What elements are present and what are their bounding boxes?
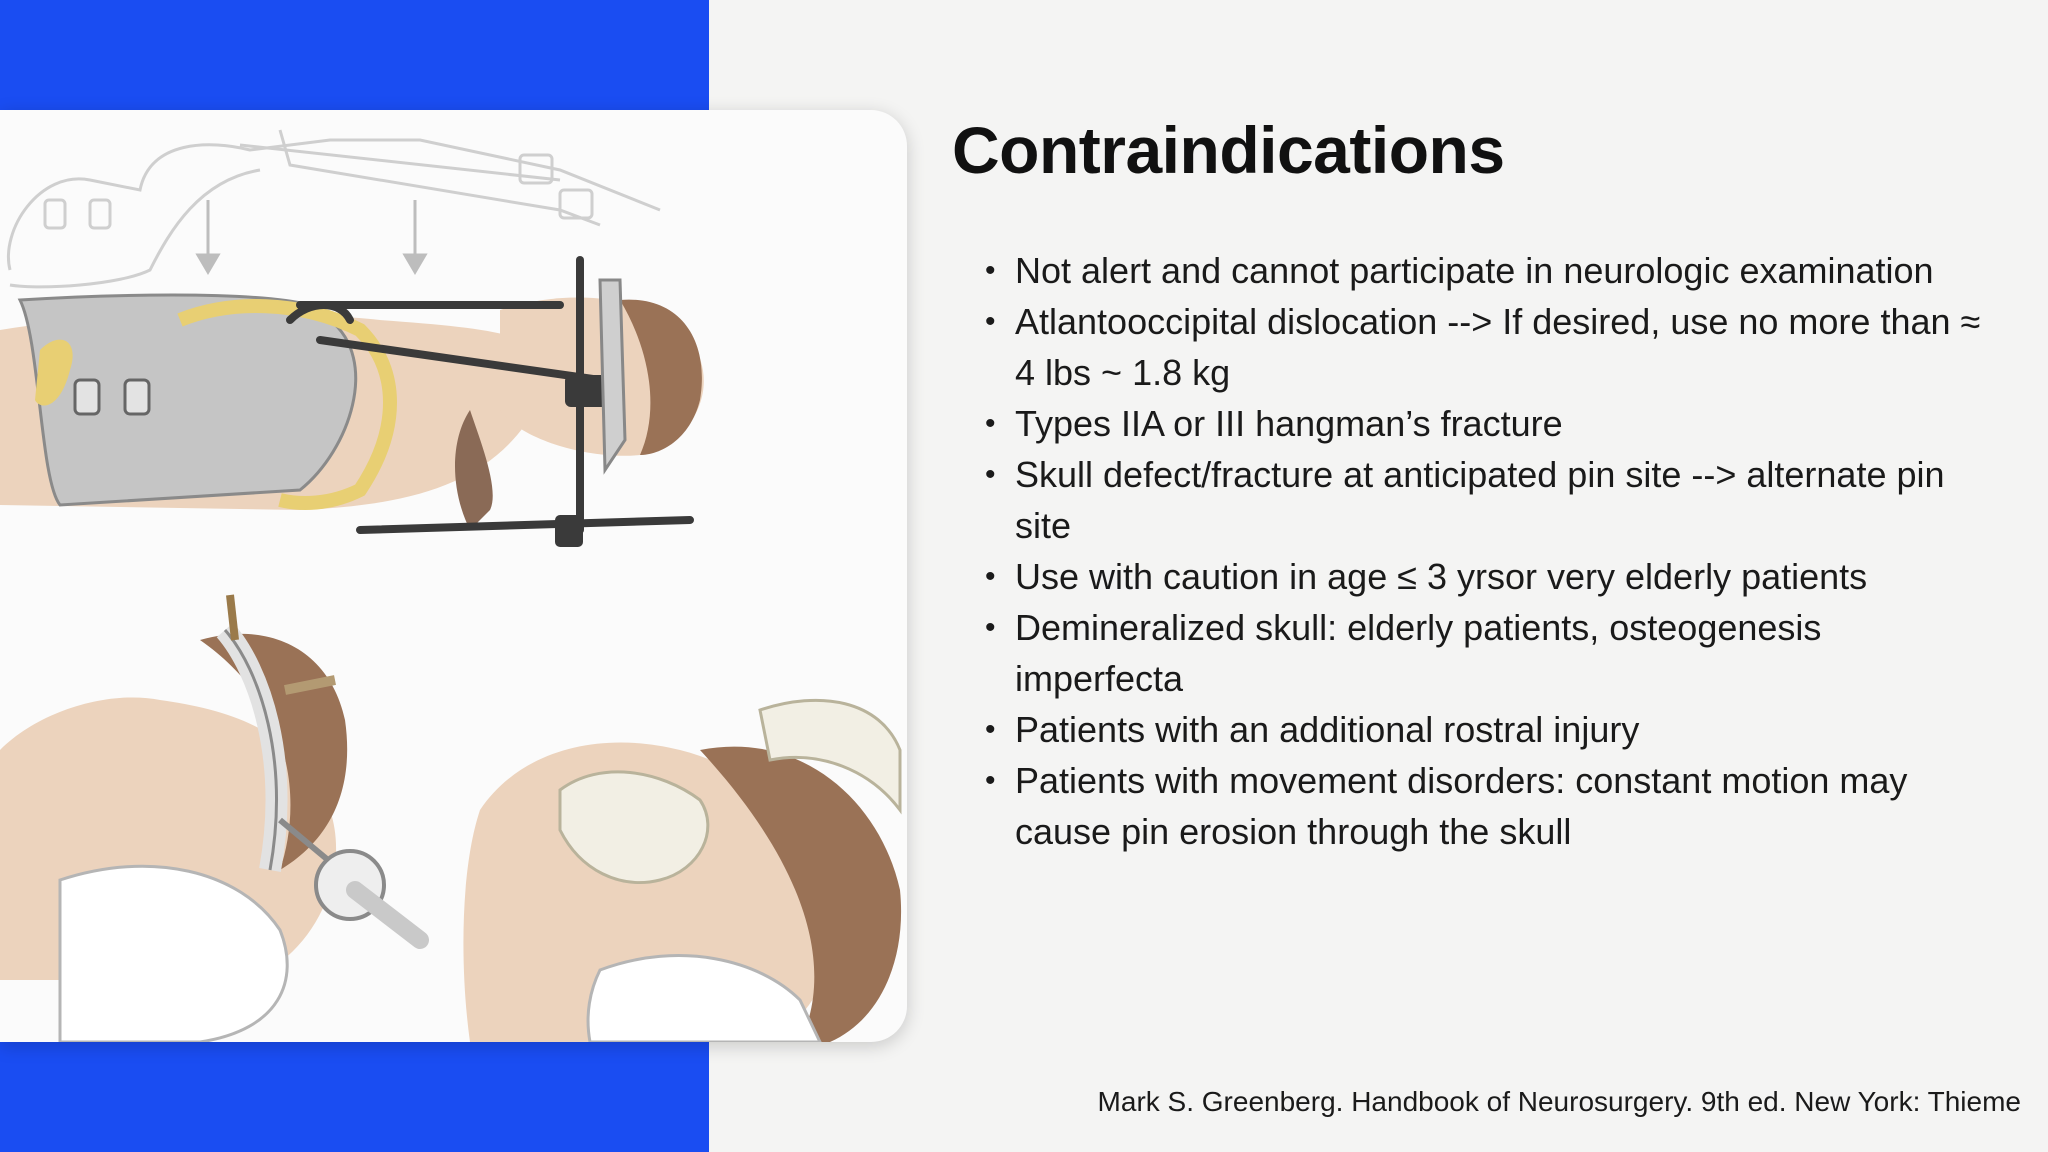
bullet-icon: • xyxy=(985,560,996,593)
bullet-text: Not alert and cannot participate in neurologic examination xyxy=(1015,250,1934,291)
bullet-icon: • xyxy=(985,611,996,644)
bullet-text: Demineralized skull: elderly patients, osteogenesis imperfecta xyxy=(1015,607,1822,699)
bullet-text: Patients with an additional rostral injury xyxy=(1015,709,1640,750)
bullet-text: Types IIA or III hangman’s fracture xyxy=(1015,403,1563,444)
halo-vest-illustration xyxy=(0,110,907,1042)
bullet-text: Atlantooccipital dislocation --> If desired, use no more than ≈ 4 lbs ~ 1.8 kg xyxy=(1015,301,1981,393)
bullet-text: Skull defect/fracture at anticipated pin site --> alternate pin site xyxy=(1015,454,1945,546)
list-item xyxy=(985,602,1995,704)
bullet-text: Use with caution in age ≤ 3 yrsor very elderly patients xyxy=(1015,556,1868,597)
bullet-icon: • xyxy=(985,254,996,287)
list-item xyxy=(985,398,1995,449)
patient-lying-figure xyxy=(0,295,704,530)
ghost-vest-sketch xyxy=(8,130,660,287)
list-item xyxy=(985,245,1995,296)
halo-vest-illustration-icon xyxy=(0,110,907,1042)
list-item xyxy=(985,296,1995,398)
bullet-icon: • xyxy=(985,305,996,338)
bullet-icon: • xyxy=(985,713,996,746)
citation: Mark S. Greenberg. Handbook of Neurosurgery. 9th ed. New York: Thieme xyxy=(1097,1086,2021,1117)
contraindications-list xyxy=(985,245,1995,857)
list-item xyxy=(985,755,1995,857)
list-item xyxy=(985,551,1995,602)
list-item xyxy=(985,704,1995,755)
patient-head-left xyxy=(0,595,420,1042)
halo-ring xyxy=(600,280,625,470)
down-arrows xyxy=(198,200,425,272)
slide-title: Contraindications xyxy=(952,113,1505,187)
bullet-icon: • xyxy=(985,458,996,491)
list-item xyxy=(985,449,1995,551)
patient-head-right xyxy=(463,700,901,1042)
bullet-icon: • xyxy=(985,407,996,440)
bullet-icon: • xyxy=(985,764,996,797)
bullet-text: Patients with movement disorders: constant motion may cause pin erosion through the skull xyxy=(1015,760,1908,852)
